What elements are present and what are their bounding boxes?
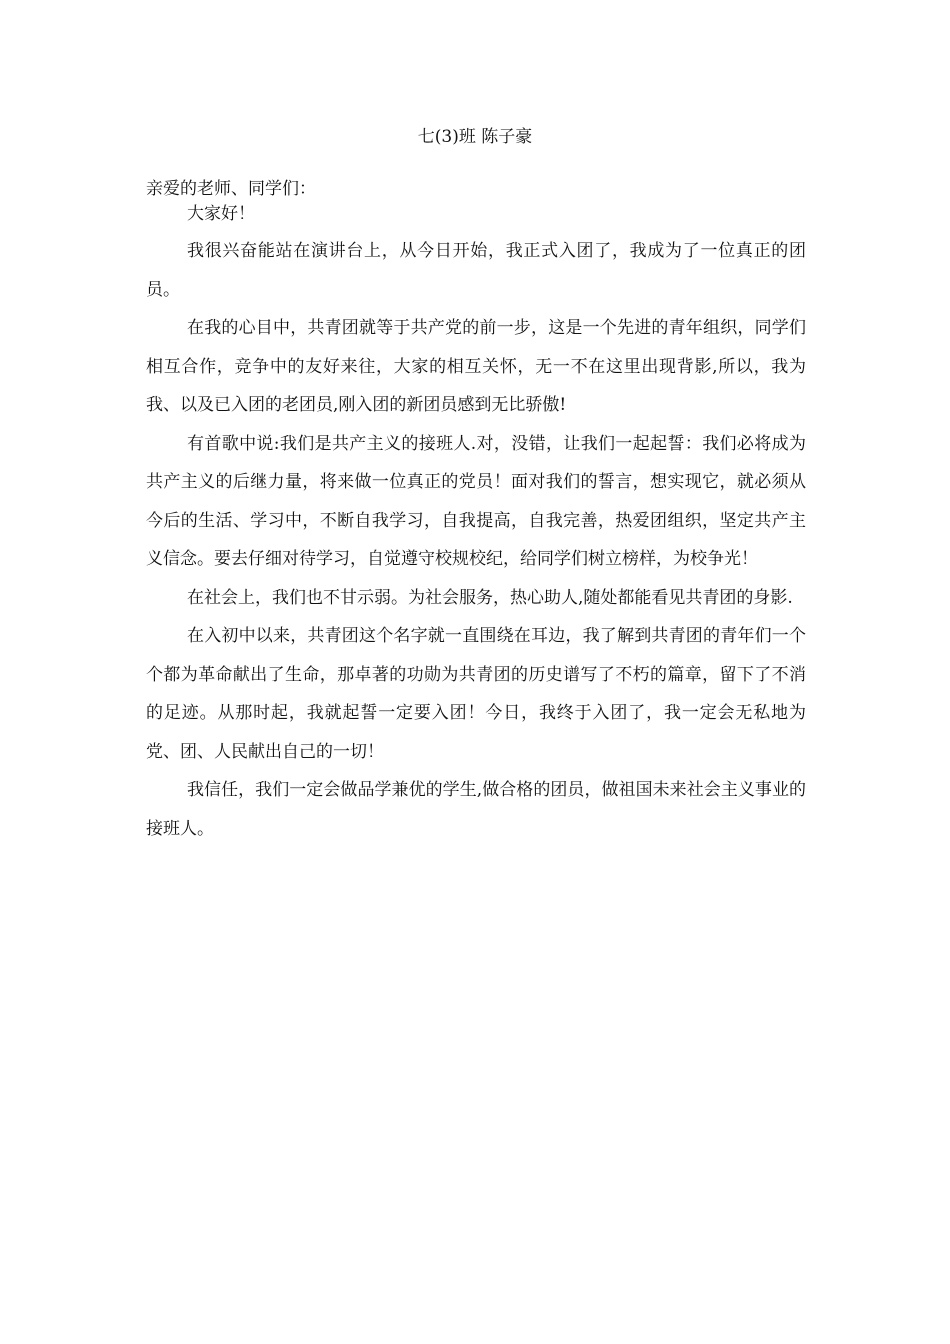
paragraph-2: 在我的心目中，共青团就等于共产党的前一步，这是一个先进的青年组织，同学们相互合作，竞争中的友好来往，大家的相互关怀，无一不在这里出现背影,所以，我为我、以及已入团的老团员,刚入团的新团员感到无比骄傲! [146, 318, 806, 415]
paragraph-6: 我信任，我们一定会做品学兼优的学生,做合格的团员，做祖国未来社会主义事业的接班人。 [146, 780, 806, 839]
paragraph-1: 我很兴奋能站在演讲台上，从今日开始，我正式入团了，我成为了一位真正的团员。 [146, 241, 806, 300]
speech-body [146, 232, 806, 848]
greeting-line: 亲爱的老师、同学们： [146, 179, 316, 199]
paragraph-5: 在入初中以来，共青团这个名字就一直围绕在耳边，我了解到共青团的青年们一个个都为革命献出了生命，那卓著的功勋为共青团的历史谱写了不朽的篇章，留下了不消的足迹。从那时起，我就起誓一定要入团！今日，我终于入团了，我一定会无私地为党、团、人民献出自己的一切！ [146, 626, 806, 762]
paragraph-3: 有首歌中说:我们是共产主义的接班人.对，没错，让我们一起起誓：我们必将成为共产主义的后继力量，将来做一位真正的党员！面对我们的誓言，想实现它，就必须从今后的生活、学习中，不断自我学习，自我提高，自我完善，热爱团组织，坚定共产主义信念。要去仔细对待学习，自觉遵守校规校纪，给同学们树立榜样，为校争光！ [146, 433, 806, 569]
document-title: 七(3)班 陈子豪 [417, 127, 533, 147]
paragraph-4: 在社会上，我们也不甘示弱。为社会服务，热心助人,随处都能看见共青团的身影. [187, 587, 793, 608]
salutation-line: 大家好！ [187, 204, 255, 224]
